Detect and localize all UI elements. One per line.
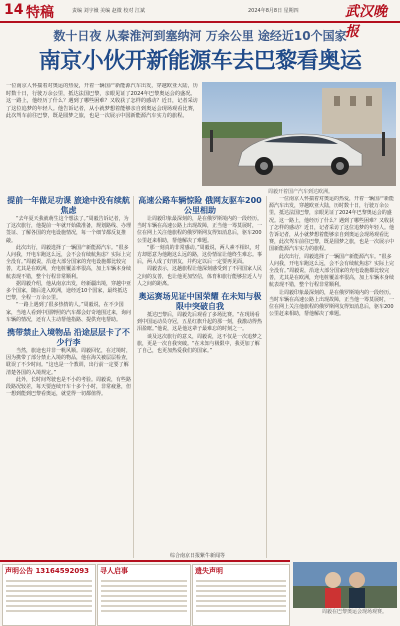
header-rule [0,21,400,23]
article-paragraph: 此次出行，周毅选择了一辆国产新能源汽车。“很多人问我，开电车跑这么远，会不会有续航焦虑？实际上完全没有。”周毅说，沿途大部分国家的充电设施都比较完善，尤其是在欧洲，充电桩覆盖率很高，加上车辆本身续航表现不错，整个行程非常顺利。 [6,244,131,280]
column-divider [133,196,134,558]
secondary-photo [293,562,397,608]
issue-date: 2024年8月8日 星期四 [248,8,299,14]
article-paragraph: 此次出行，周毅选择了一辆国产新能源汽车。“很多人问我，开电车跑这么远，会不会有续航焦虑？实际上完全没有。”周毅说，沿途大部分国家的充电设施都比较完善，尤其是在欧洲，充电桩覆盖率很高，加上车辆本身续航表现不错，整个行程非常顺利。 [269,253,395,289]
article-paragraph: 让周毅印象最深刻的，是在俄罗斯境内的一段经历。当时车辆在高速公路上出现故障，正当他一筹莫展时，一位在网上关注他旅程的俄罗斯网友得知消息后，驱车200公里赶来相助，帮他解决了难题。 [269,289,395,318]
article-paragraph: 一位南京人怀揣着对奥运的热爱，开着一辆国产新能源汽车出发，穿越欧亚大陆，历时数十日，行驶万余公里，抵达法国巴黎，亲眼见证了2024年巴黎奥运会的盛况。这一路上，他经历了什么？遇到了哪些困难？又收获了怎样的感动？近日，记者采访了这位追梦的年轻人。他告诉记者，从小就梦想着能够亲自到奥运会现场观看比赛，此次驾车前往巴黎，既是圆梦之旅，也是一次展示中国新能源汽车实力的旅程。 [269,196,395,253]
article-paragraph: 当然，旅途也并非一帆风顺。周毅回忆，在过境时，因为携带了部分禁止入境的物品，他在海关被层层检查，耽误了不少时间。“这也是一个教训，出行前一定要了解清楚各国的入境规定。” [6,348,131,376]
article-paragraph: “去年夏天我就萌生这个想法了。”周毅告诉记者，为了这次旅行，他提前一年就开始做准备，规划路线、办理签证、了解各国的充电设施情况，每一个细节都反复推敲。 [6,216,131,244]
editor-credits: 责编 刘宇嶶 美编 赵微 校对 江斌 [72,8,145,14]
ad-title: 声明公告 13164592093 [5,567,90,575]
headline-title: 南京小伙开新能源车去巴黎看奥运 [38,49,362,74]
car-photo-illustration [202,82,396,186]
headline-kicker: 数十日夜 从秦淮河到塞纳河 万余公里 途经近10个国家 [53,29,347,43]
article-paragraph: 抵达巴黎后，周毅先后观看了多场比赛。“在现场看到中国运动员夺冠，五星红旗升起的那一刻，我激动得热泪盈眶。”他说，这是他这辈子最难忘的时刻之一。 [137,312,263,333]
ad-block-notices [2,564,96,626]
article-column-1 [6,196,131,398]
article-column-3 [269,196,395,546]
column-divider [266,196,267,558]
article-paragraph: 此外，长时间驾驶也是不小的考验。周毅说，有些路段路况较差，每天要连续开车十多个小时，非常疲惫，但一想到能到巴黎看奥运，就觉得一切都值得。 [6,376,131,398]
ad-block-lost [192,564,290,626]
ad-phone: 13164592093 [35,567,90,575]
ad-block-missing [97,564,191,626]
article-paragraph: 周毅表示，这趟旅程让他深刻感受到了不同国家人民之间的友善，也让他更加坚信，体育和旅行能够拉近人与人之间的距离。 [137,266,263,287]
lead-paragraph: 一位南京人怀揣着对奥运的热爱，开着一辆国产新能源汽车出发，穿越欧亚大陆，历时数十日，行驶万余公里，抵达法国巴黎，亲眼见证了2024年巴黎奥运会的盛况。这一路上，他经历了什么？遇到了哪些困难？又收获了怎样的感动？近日，记者采访了这位追梦的年轻人。他告诉记者，从小就梦想着能够亲自到奥运会现场观看比赛，此次驾车前往巴黎，既是圆梦之旅，也是一次展示中国新能源汽车实力的旅程。 [6,83,198,120]
stadium-photo-illustration [293,562,397,608]
article-paragraph: “那一刻真的非常感动。”周毅说，两人素不相识，对方却愿意为他跑这么远的路，这份情谊让他终生难忘。事后，两人成了好朋友，并约定以后一定要再见面。 [137,244,263,266]
article-credit: 综合南京日报紫牛新闻等 [170,553,226,559]
article-column-2 [137,196,263,355]
main-photo-caption: 周毅开着国产汽车到达欧洲。 [268,189,334,195]
article-paragraph: 让周毅印象最深刻的，是在俄罗斯境内的一段经历。当时车辆在高速公路上出现故障，正当他一筹莫展时，一位在网上关注他旅程的俄罗斯网友得知消息后，驱车200公里赶来相助，帮他解决了难题。 [137,216,263,244]
ads-rule [0,560,290,562]
section-subtitle: 奥运赛场见证中国荣耀 在未知与极限中突破自我 [138,292,262,312]
ad-title: 遗失声明 [195,567,223,575]
ad-title: 寻人启事 [100,567,128,575]
section-subtitle: 携带禁止入境物品 沿途层层卡了不少行李 [7,328,130,348]
article-paragraph: 谈及这次旅行的意义，周毅说，这不仅是一次追梦之旅，更是一次自我突破。“在未知与极限中，我更加了解了自己，也更加热爱我们的国家。” [137,333,263,355]
page-number: 14 [4,2,24,18]
article-paragraph: “一路上遇到了很多热情的人。”周毅说，在不少国家，当地人看到中国牌照的汽车都会好奇地围过来，询问车辆的情况，还有人主动帮他指路、提供充电帮助。 [6,302,131,323]
newspaper-logo: 武汉晚报 [345,4,387,40]
main-photo [202,82,396,186]
section-name: 特稿 [26,5,54,21]
article-paragraph: 据周毅介绍，他从南京出发，经新疆出境，穿越中亚多个国家，随后进入欧洲，途经近10个国家，最终抵达巴黎，全程一万余公里。 [6,280,131,302]
section-subtitle: 高速公路车辆惊险 俄网友驱车200公里相助 [138,196,262,215]
secondary-photo-caption: 周毅在巴黎奥运会现场观赛。 [322,609,388,615]
section-subtitle: 提前一年做足功课 旅途中没有续航焦虑 [7,196,130,215]
